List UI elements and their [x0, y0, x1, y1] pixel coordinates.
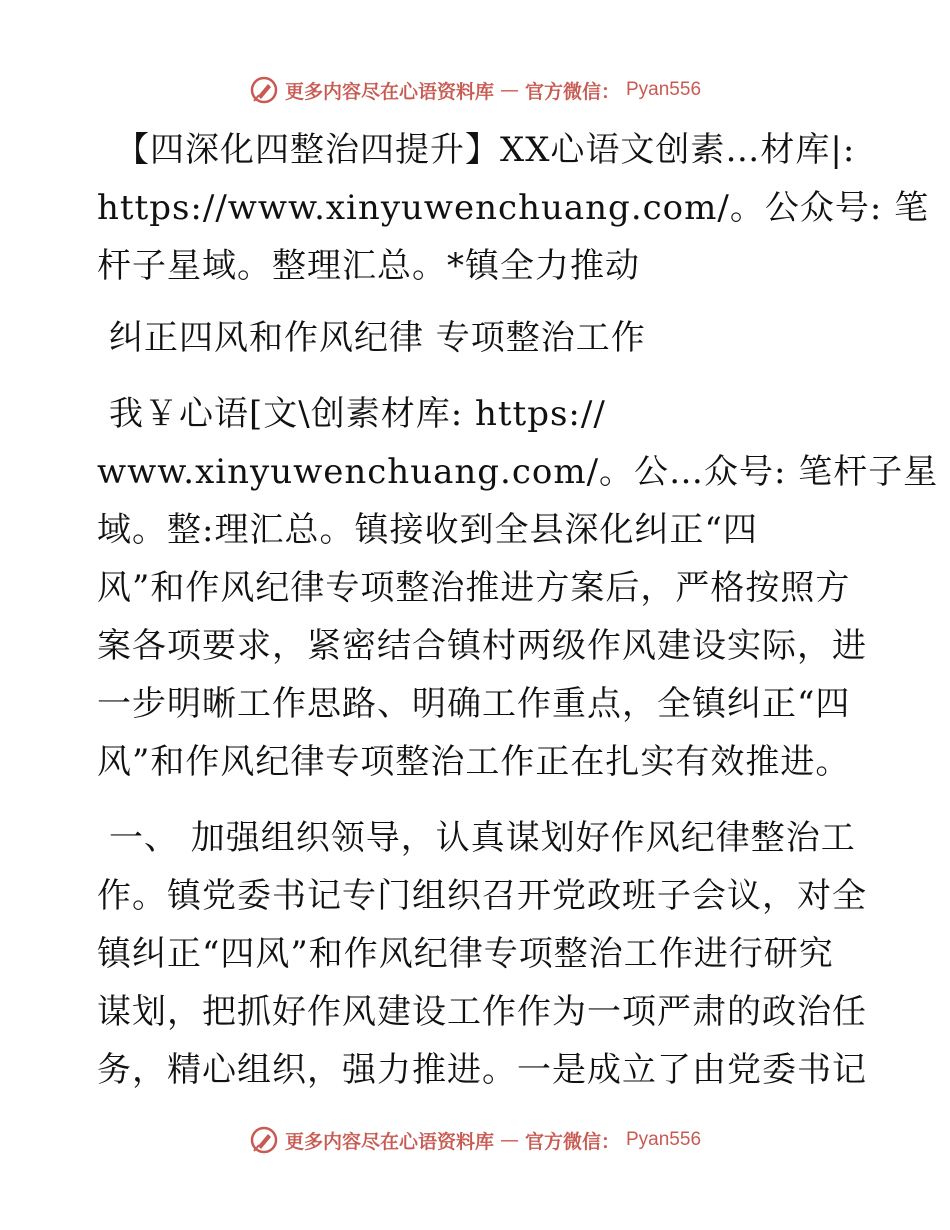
header-wechat-label: 官方微信：: [524, 80, 620, 103]
paragraph-line: 镇纠正“四风”和作风纪律专项整治工作进行研究: [97, 934, 834, 974]
paragraph-line: 谋划，把抓好作风建设工作作为一项严肃的政治任: [97, 992, 867, 1032]
footer-wechat-id: Pyan556: [626, 1129, 702, 1150]
header-banner: [0, 72, 950, 108]
footer-site-text: 更多内容尽在心语资料库: [284, 1130, 494, 1153]
subtitle-line: 纠正四风和作风纪律 专项整治工作: [109, 318, 646, 358]
header-separator: —: [499, 79, 519, 101]
paragraph-line: 域。整:理汇总。镇接收到全县深化纠正“四: [97, 510, 758, 550]
paragraph-line: 案各项要求，紧密结合镇村两级作风建设实际，进: [97, 626, 867, 666]
paragraph-line: 风”和作风纪律专项整治推进方案后，严格按照方: [97, 568, 851, 608]
title-line-3: 杆子星域。整理汇总。*镇全力推动: [97, 246, 640, 286]
title-line-1: 【四深化四整治四提升】XX心语文创素…材库|:: [115, 130, 856, 170]
paragraph-line: 一步明晰工作思路、明确工作重点，全镇纠正“四: [97, 684, 851, 724]
footer-wechat-label: 官方微信：: [524, 1130, 620, 1153]
section-heading-line: 一、 加强组织领导，认真谋划好作风纪律整治工: [109, 818, 856, 858]
paragraph-line: 务，精心组织，强力推进。一是成立了由党委书记: [97, 1050, 867, 1090]
paragraph-line: 风”和作风纪律专项整治工作正在扎实有效推进。: [97, 742, 851, 782]
pen-nib-logo-icon: [249, 75, 279, 105]
header-site-text: 更多内容尽在心语资料库: [284, 80, 494, 103]
paragraph-line: www.xinyuwenchuang.com/。公…众号: 笔杆子星: [97, 452, 939, 492]
title-line-2: https://www.xinyuwenchuang.com/。公众号: 笔: [97, 188, 930, 228]
paragraph-line: 作。镇党委书记专门组织召开党政班子会议，对全: [97, 876, 867, 916]
header-wechat-id: Pyan556: [626, 79, 702, 100]
pen-nib-logo-icon: [249, 1125, 279, 1155]
paragraph-line: 我￥心语[文\创素材库: https://: [109, 394, 606, 434]
footer-separator: —: [499, 1129, 519, 1151]
footer-banner: [0, 1122, 950, 1158]
